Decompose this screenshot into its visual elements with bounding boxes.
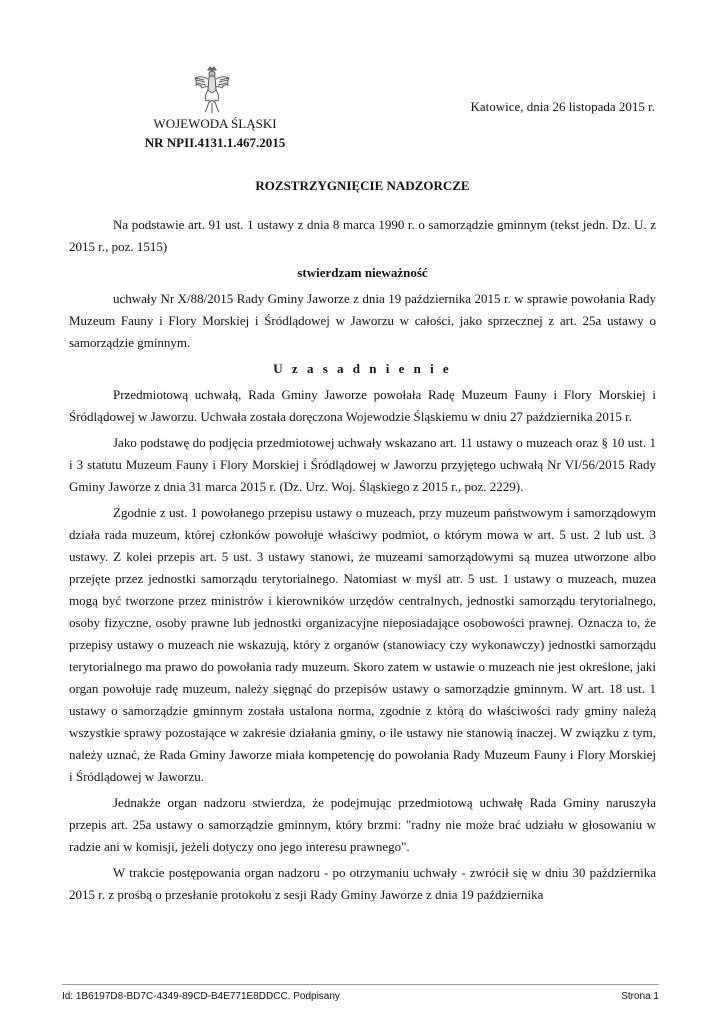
polish-eagle-icon: [193, 66, 231, 114]
place-and-date: Katowice, dnia 26 listopada 2015 r.: [470, 99, 655, 114]
document-title: ROZSTRZYGNIĘCIE NADZORCZE: [255, 178, 470, 193]
body-paragraph: Zgodnie z ust. 1 powołanego przepisu ustawy o muzeach, przy muzeum państwowym i samorządowym działa rada muzeum, której członków powołuje właściwy podmiot, o którym mowa w art. 5 ust. 2 lub ust. 3 ustawy. Z kolei przepis art. 5 ust. 3 ustawy stanowi, że muzeami samorządowymi są muzea utworzone albo przejęte przez jednostki samorządu terytorialnego. Natomiast w myśl atr. 5 ust. 1 ustawy o muzeach, muzea mogą być tworzone przez ministrów i kierowników urzędów centralnych, jednostki samorządu terytorialnego, osoby fizyczne, osoby prawne lub jednostki organizacyjne nieposiadające osobowości prawnej. Oznacza to, że przepisy ustawy o muzeach nie wskazują, który z organów (stanowiacy czy wykonawczy) jednostki samorządu terytorialnego ma prawo do powołania rady muzeum. Skoro zatem w ustawie o muzeach nie jest określone, jaki organ powołuje radę muzeum, należy sięgnąć do przepisów ustawy o samorządzie gminnym. W art. 18 ust. 1 ustawy o samorządzie gminnym została ustalona norma, zgodnie z którą do właściwości rady gminy należą wszystkie sprawy pozostające w zakresie działania gminy, o ile ustawy nie stanowią inaczej. W związku z tym, należy uznać, że Rada Gminy Jaworze miała kompetencję do powołania Rady Muzeum Fauny i Flory Morskiej i Śródlądowej w Jaworzu.: [69, 505, 656, 784]
ruling-heading: stwierdzam nieważność: [297, 265, 428, 280]
footer-divider: [62, 984, 659, 985]
authority-name: WOJEWODA ŚLĄSKI: [153, 116, 277, 131]
justification-heading: U z a s a d n i e n i e: [273, 361, 452, 376]
body-paragraph: Jako podstawę do podjęcia przedmiotowej uchwały wskazano art. 11 ustawy o muzeach oraz § 10 ust. 1 i 3 statutu Muzeum Fauny i Flory Morskiej i Śródlądowej w Jaworzu przyjętego uchwałą Nr VI/56/2015 Rady Gminy Jaworze z dnia 31 marca 2015 r. (Dz. Urz. Woj. Śląskiego z 2015 r., poz. 2229).: [69, 435, 656, 494]
document-id: Id: 1B6197D8-BD7C-4349-89CD-B4E771E8DDCC. Podpisany: [62, 991, 340, 1002]
reference-number: NR NPII.4131.1.467.2015: [144, 135, 286, 150]
body-paragraph: Przedmiotową uchwałą, Rada Gminy Jaworze powołała Radę Muzeum Fauny i Flory Morskiej i Śródlądowej w Jaworzu. Uchwała została doręczona Wojewodzie Śląskiemu w dniu 27 października 2015 r.: [69, 387, 656, 424]
legal-basis-paragraph: Na podstawie art. 91 ust. 1 ustawy z dnia 8 marca 1990 r. o samorządzie gminnym (tekst jedn. Dz. U. z 2015 r., poz. 1515): [69, 217, 656, 254]
ruling-paragraph: uchwały Nr X/88/2015 Rady Gminy Jaworze z dnia 19 października 2015 r. w sprawie powołania Rady Muzeum Fauny i Flory Morskiej i Śródlądowej w Jaworzu w całości, jako sprzecznej z art. 25a ustawy o samorządzie gminnym.: [69, 291, 656, 350]
issuing-authority: [120, 114, 310, 152]
body-paragraph: W trakcie postępowania organ nadzoru - po otrzymaniu uchwały - zwrócił się w dniu 30 października 2015 r. z prośbą o przesłanie protokołu z sesji Rady Gminy Jaworze z dnia 19 października: [69, 865, 656, 902]
page-number: Strona 1: [621, 991, 659, 1002]
document-body: [69, 214, 656, 910]
body-paragraph: Jednakże organ nadzoru stwierdza, że podejmując przedmiotową uchwałę Rada Gminy naruszyła przepis art. 25a ustawy o samorządzie gminnym, który brzmi: "radny nie może brać udziału w głosowaniu w radzie ani w komisji, jeżeli dotyczy ono jego interesu prawnego".: [69, 795, 656, 854]
